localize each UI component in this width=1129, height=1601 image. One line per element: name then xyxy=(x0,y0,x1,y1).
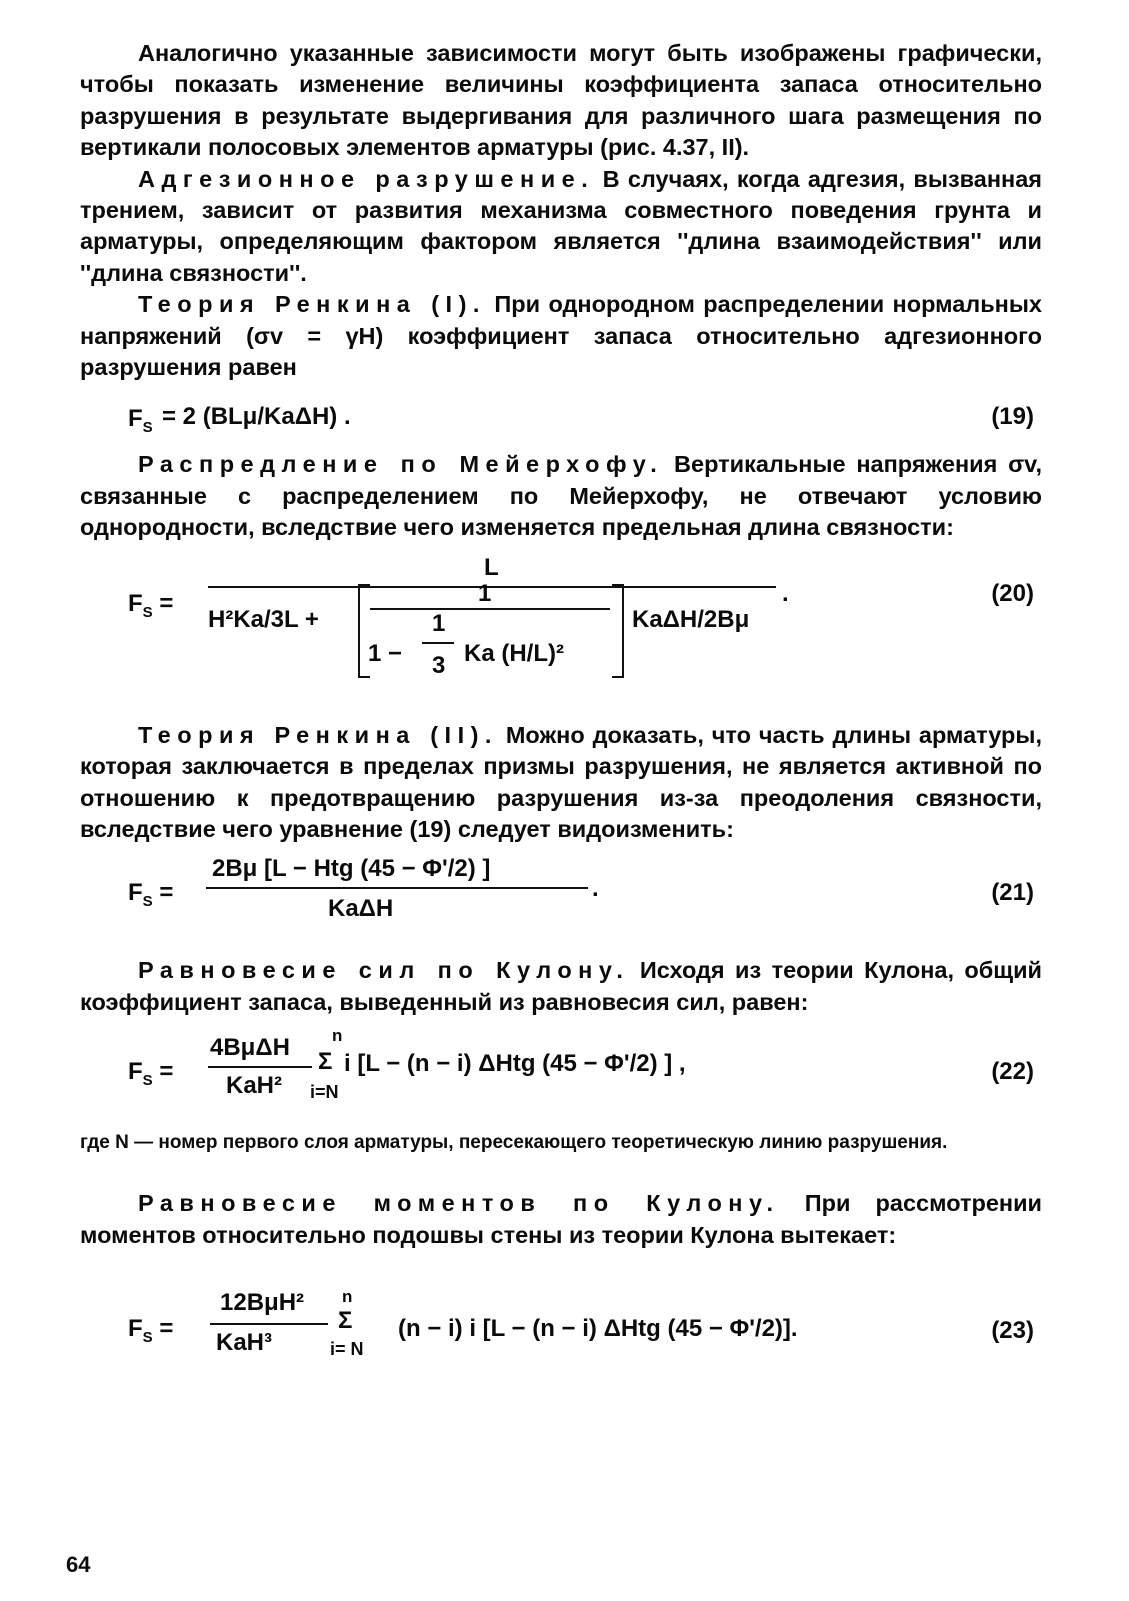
paragraph-intro: Аналогично указанные зависимости могут быть изображены графически, чтобы показать изменение величины коэффициента запаса относительно разрушения в результате выдергивания для различного шага размещения по вертикали полосовых элементов арматуры (рис. 4.37, II). xyxy=(80,40,1042,161)
eq22-fraction-bar xyxy=(208,1066,312,1068)
eq20-top-numerator: L xyxy=(484,553,499,581)
note-n-definition: где N — номер первого слоя арматуры, пересекающего теоретическую линию разрушения. xyxy=(80,1132,948,1154)
paragraph-rankine-1 xyxy=(80,289,1042,383)
equation-19 xyxy=(80,383,1042,449)
eq20-dot: . xyxy=(782,579,789,607)
eq21-denominator: KaΔH xyxy=(328,895,394,923)
eq22-denominator: KaH² xyxy=(226,1072,283,1100)
eq19-number: (19) xyxy=(991,403,1034,431)
eq20-bracket xyxy=(358,579,624,679)
eq23-sum-upper: n xyxy=(342,1286,353,1306)
eq22-sum-upper: n xyxy=(332,1026,343,1046)
heading-rankine-1: Теория Ренкина (I). xyxy=(138,291,486,318)
equation-22 xyxy=(80,1018,1042,1128)
eq22-sum-lower: i=N xyxy=(310,1082,339,1103)
eq20-inner-den-b: Ka (H/L)² xyxy=(464,639,564,667)
paragraph-rankine-2 xyxy=(80,720,1042,846)
eq20-inner-den-a: 1 − xyxy=(368,639,403,667)
paragraph-coulomb-forces-text: Исходя из теории Кулона, общий коэффициент запаса, выведенный из равновесия сил, равен: xyxy=(80,957,1043,1015)
eq23-fraction-bar xyxy=(210,1323,328,1325)
eq20-small-fraction-bar xyxy=(422,642,454,644)
eq20-number: (20) xyxy=(991,579,1034,607)
equation-20 xyxy=(80,544,1042,720)
eq22-lhs: $F_S$ = xyxy=(128,1058,174,1089)
paragraph-rankine-1-text: При однородном распределении нормальных напряжений (σv = γH) коэффициент запаса относительно адгезионного разрушения равен xyxy=(80,291,1043,381)
heading-coulomb-forces: Равновесие сил по Кулону. xyxy=(138,957,630,984)
paragraph-rankine-2-text: Можно доказать, что часть длины арматуры, которая заключается в пределах призмы разрушения, не является активной по отношению к предотвращению разрушения из-за преодоления связности, вследствие чего уравнение (19) следует видоизменить: xyxy=(80,721,1042,842)
eq23-sum-symbol: Σ xyxy=(338,1306,353,1334)
page-number: 64 xyxy=(66,1552,91,1577)
paragraph-adhesion-text: В случаях, когда адгезия, вызванная трением, зависит от развития механизма совместного поведения грунта и арматуры, определяющим фактором является ''длина взаимодействия'' или ''длина связности''. xyxy=(80,165,1042,286)
paragraph-coulomb-moments-text: При рассмотрении моментов относительно подошвы стены из теории Кулона вытекает: xyxy=(80,1190,1042,1248)
equation-21 xyxy=(80,845,1042,955)
eq21-numerator: 2Bμ [L − Htg (45 − Φ'/2) ] xyxy=(212,855,491,883)
eq23-number: (23) xyxy=(991,1316,1034,1344)
spacer xyxy=(80,1158,1042,1188)
eq21-fraction-bar xyxy=(206,887,588,889)
eq22-numerator: 4BμΔH xyxy=(210,1034,290,1062)
paragraph-coulomb-moments xyxy=(80,1188,1042,1251)
eq20-small-frac-den: 3 xyxy=(432,651,446,679)
eq23-sum-lower: i= N xyxy=(330,1338,364,1359)
heading-meyerhof: Распредление по Мейерхофу. xyxy=(138,451,664,478)
eq20-part2: KaΔH/2Bμ xyxy=(632,605,750,633)
eq20-small-frac-num: 1 xyxy=(432,609,446,637)
paragraph-coulomb-forces xyxy=(80,955,1042,1018)
heading-coulomb-moments: Равновесие моментов по Кулону. xyxy=(138,1190,780,1217)
eq23-rest: (n − i) i [L − (n − i) ΔHtg (45 − Φ'/2)]. xyxy=(398,1314,798,1342)
eq22-sum-symbol: Σ xyxy=(318,1048,333,1076)
heading-rankine-2: Теория Ренкина (II). xyxy=(138,721,498,748)
eq21-lhs: $F_S$ = xyxy=(128,879,174,911)
eq22-number: (22) xyxy=(991,1058,1034,1086)
paragraph-meyerhof xyxy=(80,449,1042,543)
eq21-dot: . xyxy=(592,875,599,903)
eq19-lhs: $F_S$ xyxy=(128,405,153,437)
equation-23 xyxy=(80,1251,1042,1371)
paragraph-adhesion xyxy=(80,164,1042,290)
eq20-lhs: $F_S$ = xyxy=(128,589,174,621)
eq20-inner-fraction-bar xyxy=(370,608,610,610)
eq19-rhs: = 2 (BLμ/KaΔH) . xyxy=(162,403,351,431)
page-body xyxy=(80,38,1042,1371)
eq20-inner-numerator: 1 xyxy=(478,579,492,607)
eq23-numerator: 12BμH² xyxy=(220,1288,305,1316)
eq20-part1: H²Ka/3L + xyxy=(208,605,319,633)
paragraph-meyerhof-text: Вертикальные напряжения σv, связанные с распределением по Мейерхофу, не отвечают условию однородности, вследствие чего изменяется предельная длина связности: xyxy=(80,451,1042,541)
eq21-number: (21) xyxy=(991,879,1034,907)
eq23-denominator: KaH³ xyxy=(216,1328,273,1356)
eq22-rest: i [L − (n − i) ΔHtg (45 − Φ'/2) ] , xyxy=(344,1050,686,1078)
eq23-lhs: $F_S$ = xyxy=(128,1314,174,1346)
heading-adhesion: Адгезионное разрушение. xyxy=(138,165,595,192)
